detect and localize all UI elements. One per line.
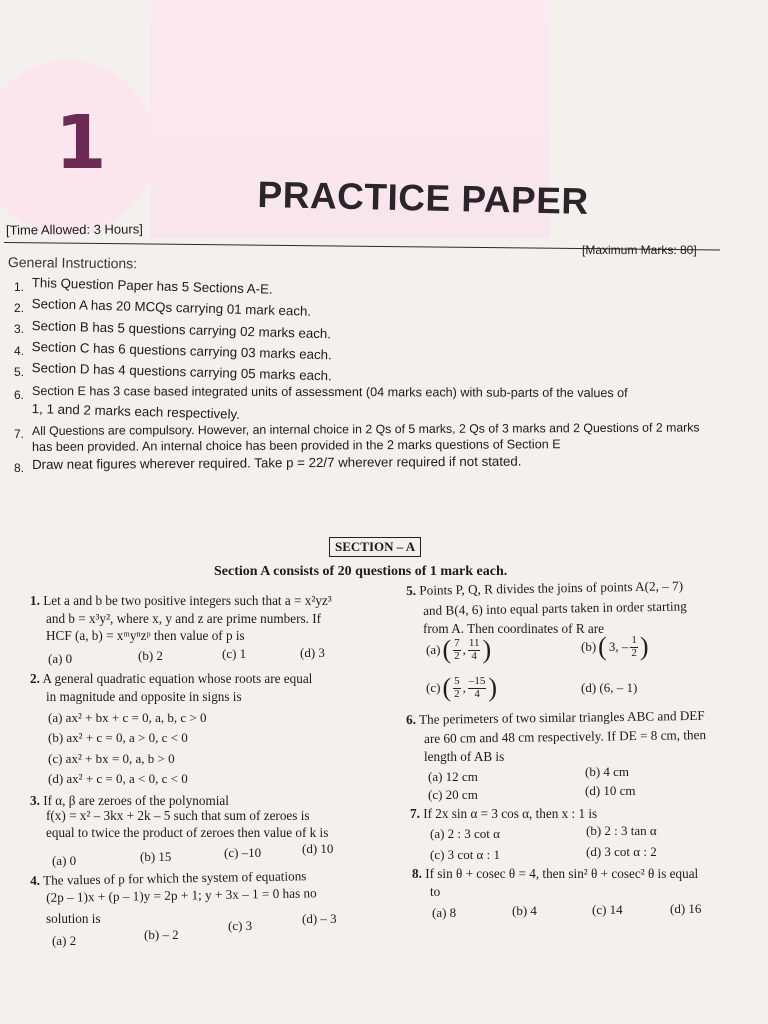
question-3: 3. If α, β are zeroes of the polynomial xyxy=(30,793,229,808)
q7-option-c: (c) 3 cot α : 1 xyxy=(430,847,500,862)
q2-option-a: (a) ax² + bx + c = 0, a, b, c > 0 xyxy=(48,710,207,725)
q1-option-c: (c) 1 xyxy=(222,646,247,661)
instruction-number: 3. xyxy=(14,322,25,336)
question-4-line2: (2p – 1)x + (p – 1)y = 2p + 1; y + 3x – 1 = 0 has no xyxy=(46,885,317,905)
question-7: 7. If 2x sin α = 3 cos α, then x : 1 is xyxy=(410,806,598,821)
q2-option-b: (b) ax² + c = 0, a > 0, c < 0 xyxy=(48,730,188,745)
question-6-line2: are 60 cm and 48 cm respectively. If DE = 8 cm, then xyxy=(424,727,707,746)
instruction-text-cont: has been provided. An internal choice has been provided in the 2 marks questions of Section E xyxy=(32,437,561,454)
instruction-text: Section D has 4 questions carrying 05 marks each. xyxy=(31,360,332,384)
maximum-marks: [Maximum Marks: 80] xyxy=(582,243,697,257)
question-1: 1. Let a and b be two positive integers such that a = x²yz³ xyxy=(30,593,332,608)
instruction-text-cont: 1, 1 and 2 marks each respectively. xyxy=(31,401,241,422)
time-allowed: [Time Allowed: 3 Hours] xyxy=(5,221,143,238)
q3-option-b: (b) 15 xyxy=(140,849,172,864)
question-4: 4. The values of p for which the system of equations xyxy=(30,868,307,888)
general-instructions-heading: General Instructions: xyxy=(7,254,138,272)
instruction-text: Section C has 6 questions carrying 03 marks each. xyxy=(31,339,332,363)
question-1-line2: and b = x³y², where x, y and z are prime numbers. If xyxy=(46,611,321,626)
q6-option-d: (d) 10 cm xyxy=(585,783,636,798)
q8-option-a: (a) 8 xyxy=(432,905,457,920)
q3-option-a: (a) 0 xyxy=(52,853,77,868)
q3-option-d: (d) 10 xyxy=(302,841,334,856)
question-8-line2: to xyxy=(430,884,441,899)
question-5-line2: and B(4, 6) into equal parts taken in order starting xyxy=(423,598,687,618)
q4-option-b: (b) – 2 xyxy=(144,927,179,942)
q5-option-b: (b) ( 3, – $\frac{1}{2}$ ) xyxy=(581,632,649,661)
question-5: 5. Points P, Q, R divides the joins of points A(2, – 7) xyxy=(406,578,684,598)
q4-option-c: (c) 3 xyxy=(228,918,253,933)
question-1-line3: HCF (a, b) = xᵐyⁿzᵖ then value of p is xyxy=(46,628,245,643)
q3-option-c: (c) –10 xyxy=(224,845,262,860)
q5-option-c: (c) ( $\frac{5}{2}$ , $\frac{-15}{4}$ ) xyxy=(426,673,498,702)
q8-option-c: (c) 14 xyxy=(592,902,623,917)
question-6: 6. The perimeters of two similar triangles ABC and DEF xyxy=(406,707,705,727)
q6-option-b: (b) 4 cm xyxy=(585,764,630,779)
instruction-text: This Question Paper has 5 Sections A-E. xyxy=(31,275,273,297)
instruction-text: Section E has 3 case based integrated units of assessment (04 marks each) with sub-parts of the values of xyxy=(31,384,628,401)
section-a-subtitle: Section A consists of 20 questions of 1 mark each. xyxy=(214,564,508,579)
instruction-number: 7. xyxy=(14,427,25,441)
q7-option-a: (a) 2 : 3 cot α xyxy=(430,826,500,841)
question-5-line3: from A. Then coordinates of R are xyxy=(423,621,605,636)
q8-option-d: (d) 16 xyxy=(670,901,702,916)
section-a-label: SECTION – A xyxy=(329,537,421,557)
q1-option-b: (b) 2 xyxy=(138,648,163,663)
instruction-number: 2. xyxy=(14,301,25,315)
question-2: 2. A general quadratic equation whose roots are equal xyxy=(30,671,313,686)
instruction-number: 4. xyxy=(14,344,25,358)
q7-option-d: (d) 3 cot α : 2 xyxy=(586,844,657,859)
instruction-text: Draw neat figures wherever required. Take p = 22/7 wherever required if not stated. xyxy=(32,453,522,472)
question-2-line2: in magnitude and opposite in signs is xyxy=(46,689,242,704)
instruction-text: Section A has 20 MCQs carrying 01 mark each. xyxy=(31,296,312,319)
instruction-number: 5. xyxy=(14,365,25,379)
question-8: 8. If sin θ + cosec θ = 4, then sin² θ + cosec² θ is equal xyxy=(412,866,699,881)
instruction-text: All Questions are compulsory. However, an internal choice in 2 Qs of 5 marks, 2 Qs of 3 marks and 2 Questions of 2 marks xyxy=(32,420,700,438)
instruction-text: Section B has 5 questions carrying 02 marks each. xyxy=(31,318,332,342)
question-6-line3: length of AB is xyxy=(424,749,505,764)
instruction-number: 8. xyxy=(14,461,25,475)
q6-option-c: (c) 20 cm xyxy=(428,787,478,802)
q2-option-c: (c) ax² + bx = 0, a, b > 0 xyxy=(48,751,175,766)
page-title: PRACTICE PAPER xyxy=(257,174,590,222)
chapter-number: 1 xyxy=(55,100,107,186)
question-4-line3: solution is xyxy=(46,911,101,926)
q4-option-a: (a) 2 xyxy=(52,933,77,948)
q1-option-a: (a) 0 xyxy=(48,651,73,666)
q4-option-d: (d) – 3 xyxy=(302,911,337,926)
q8-option-b: (b) 4 xyxy=(512,903,537,918)
instruction-number: 1. xyxy=(14,280,25,294)
question-3-line3: equal to twice the product of zeroes then value of k is xyxy=(46,825,329,840)
q6-option-a: (a) 12 cm xyxy=(428,769,478,784)
q5-option-d: (d) (6, – 1) xyxy=(581,680,638,695)
q7-option-b: (b) 2 : 3 tan α xyxy=(586,823,657,838)
q5-option-a: (a) ( $\frac{7}{2}$ , $\frac{11}{4}$ ) xyxy=(426,635,492,664)
instruction-number: 6. xyxy=(14,388,25,402)
q1-option-d: (d) 3 xyxy=(300,645,325,660)
question-3-line2: f(x) = x² – 3kx + 2k – 5 such that sum of zeroes is xyxy=(46,808,310,823)
q2-option-d: (d) ax² + c = 0, a < 0, c < 0 xyxy=(48,771,188,786)
